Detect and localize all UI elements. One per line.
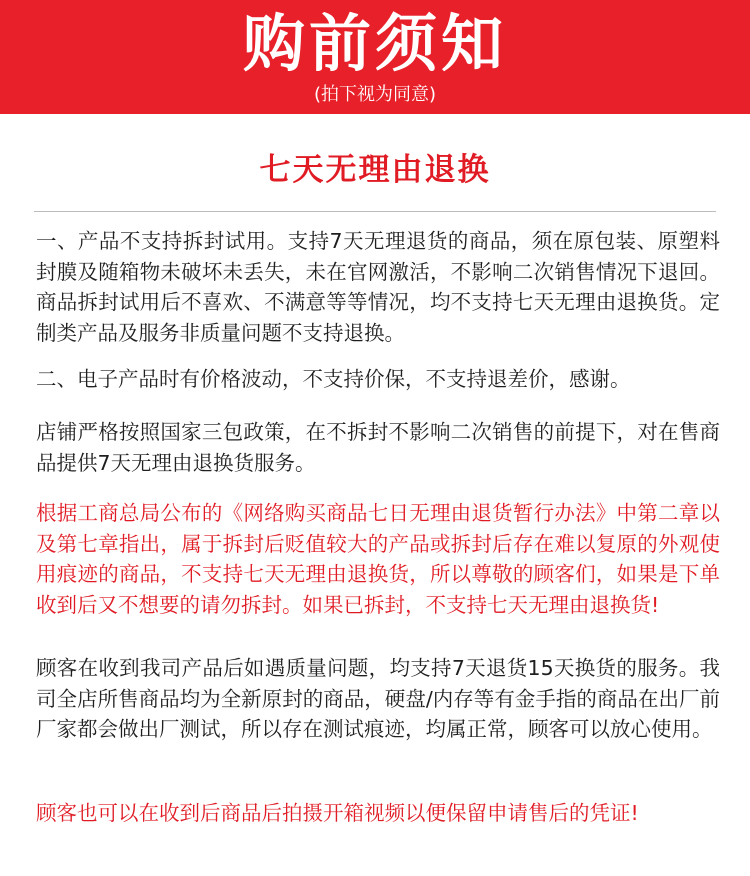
policy-paragraph-3: 店铺严格按照国家三包政策，在不拆封不影响二次销售的前提下，对在售商品提供7天无理由退换货服务。 <box>36 420 720 475</box>
section-divider <box>34 211 716 212</box>
policy-paragraph-6-warning: 顾客也可以在收到后商品后拍摄开箱视频以便保留申请售后的凭证! <box>36 801 639 825</box>
policy-paragraph-2: 二、电子产品时有价格波动，不支持价保，不支持退差价，感谢。 <box>36 367 631 391</box>
page-subtitle: (拍下视为同意) <box>313 84 437 105</box>
page-title: 购前须知 <box>242 7 507 80</box>
policy-paragraph-5: 顾客在收到我司产品后如遇质量问题，均支持7天退货15天换货的服务。我司全店所售商品均为全新原封的商品，硬盘/内存等有金手指的商品在出厂前厂家都会做出厂测试，所以存在测试痕迹，均属正常，顾客可以放心使用。 <box>36 656 720 741</box>
policy-paragraph-1: 一、产品不支持拆封试用。支持7天无理退货的商品，须在原包装、原塑料封膜及随箱物未破坏未丢失，未在官网激活，不影响二次销售情况下退回。商品拆封试用后不喜欢、不满意等等情况，均不支持七天无理由退换货。定制类产品及服务非质量问题不支持退换。 <box>36 229 720 345</box>
section-title: 七天无理由退换 <box>259 152 491 188</box>
policy-paragraph-4-warning: 根据工商总局公布的《网络购买商品七日无理由退货暂行办法》中第二章以及第七章指出，属于拆封后贬值较大的产品或拆封后存在难以复原的外观使用痕迹的商品，不支持七天无理由退换货，所以尊敬的顾客们，如果是下单收到后又不想要的请勿拆封。如果已拆封，不支持七天无理由退换货! <box>36 501 720 617</box>
header-banner <box>0 0 750 114</box>
